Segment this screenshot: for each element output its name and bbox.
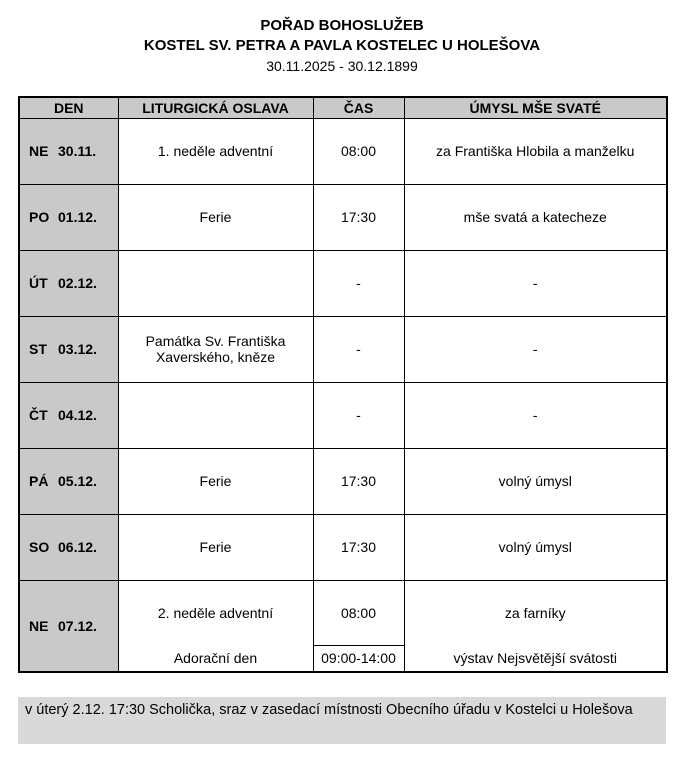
intention-cell: - xyxy=(404,250,667,316)
day-cell xyxy=(19,118,118,184)
intention-cell xyxy=(404,580,667,672)
time-cell: - xyxy=(313,250,404,316)
page-title: POŘAD BOHOSLUŽEB xyxy=(260,17,424,34)
celebration-line-1: 2. neděle adventní xyxy=(157,604,274,621)
day-abbr: PO xyxy=(29,209,50,225)
table-row xyxy=(19,184,667,250)
day-cell xyxy=(19,448,118,514)
celebration-line-2: Adorační den xyxy=(173,649,258,666)
intention-cell: za Františka Hlobila a manželku xyxy=(404,118,667,184)
day-date: 04.12. xyxy=(58,407,97,423)
time-cell xyxy=(313,580,404,672)
celebration-cell xyxy=(118,382,313,448)
day-date: 02.12. xyxy=(58,275,97,291)
time-cell: 17:30 xyxy=(313,184,404,250)
celebration-cell: Ferie xyxy=(118,184,313,250)
time-cell: - xyxy=(313,382,404,448)
table-row xyxy=(19,448,667,514)
schedule-table xyxy=(18,96,668,673)
day-abbr: NE xyxy=(29,617,49,634)
celebration-cell: 1. neděle adventní xyxy=(118,118,313,184)
intention-cell: mše svatá a katecheze xyxy=(404,184,667,250)
celebration-cell xyxy=(118,580,313,672)
celebration-cell: Památka Sv. Františka Xaverského, kněze xyxy=(118,316,313,382)
day-abbr: ČT xyxy=(29,407,48,423)
day-abbr: ST xyxy=(29,341,47,357)
intention-line-1: za farníky xyxy=(504,604,566,621)
day-cell xyxy=(19,184,118,250)
celebration-stack xyxy=(119,581,313,671)
intention-cell: - xyxy=(404,382,667,448)
time-line-1: 08:00 xyxy=(340,604,377,621)
table-row xyxy=(19,118,667,184)
table-row xyxy=(19,580,667,672)
day-date: 06.12. xyxy=(58,539,97,555)
date-range: 30.11.2025 - 30.12.1899 xyxy=(266,58,418,74)
day-cell xyxy=(19,382,118,448)
intention-cell: - xyxy=(404,316,667,382)
page-subtitle: KOSTEL SV. PETRA A PAVLA KOSTELEC U HOLEŠOVA xyxy=(143,37,541,54)
time-cell: 17:30 xyxy=(313,448,404,514)
table-row xyxy=(19,514,667,580)
day-date: 03.12. xyxy=(58,341,97,357)
day-cell xyxy=(19,316,118,382)
day-cell xyxy=(19,580,118,672)
day-date: 07.12. xyxy=(58,617,97,634)
day-date: 30.11. xyxy=(58,143,97,159)
document-header xyxy=(18,16,666,76)
day-date: 05.12. xyxy=(58,473,97,489)
day-cell xyxy=(19,250,118,316)
table-row xyxy=(19,316,667,382)
col-header-den: DEN xyxy=(19,97,118,118)
table-row xyxy=(19,250,667,316)
table-header-row xyxy=(19,97,667,118)
day-abbr: SO xyxy=(29,539,50,555)
intention-cell: volný úmysl xyxy=(404,448,667,514)
time-line-2: 09:00-14:00 xyxy=(314,645,404,671)
day-abbr: ÚT xyxy=(29,275,48,291)
celebration-cell: Ferie xyxy=(118,448,313,514)
celebration-cell: Ferie xyxy=(118,514,313,580)
col-header-cas: ČAS xyxy=(313,97,404,118)
time-stack xyxy=(314,581,404,671)
intention-line-2: výstav Nejsvětější svátosti xyxy=(453,649,617,666)
footer-note: v úterý 2.12. 17:30 Scholička, sraz v zasedací místnosti Obecního úřadu v Kostelci u Holešova xyxy=(18,697,666,744)
col-header-umysl: ÚMYSL MŠE SVATÉ xyxy=(404,97,667,118)
day-abbr: PÁ xyxy=(29,473,49,489)
intention-cell: volný úmysl xyxy=(404,514,667,580)
day-abbr: NE xyxy=(29,143,49,159)
time-cell: 17:30 xyxy=(313,514,404,580)
time-cell: - xyxy=(313,316,404,382)
col-header-liturgicka-oslava: LITURGICKÁ OSLAVA xyxy=(118,97,313,118)
celebration-cell xyxy=(118,250,313,316)
intention-stack xyxy=(405,581,667,671)
table-row xyxy=(19,382,667,448)
day-cell xyxy=(19,514,118,580)
time-cell: 08:00 xyxy=(313,118,404,184)
day-date: 01.12. xyxy=(58,209,97,225)
